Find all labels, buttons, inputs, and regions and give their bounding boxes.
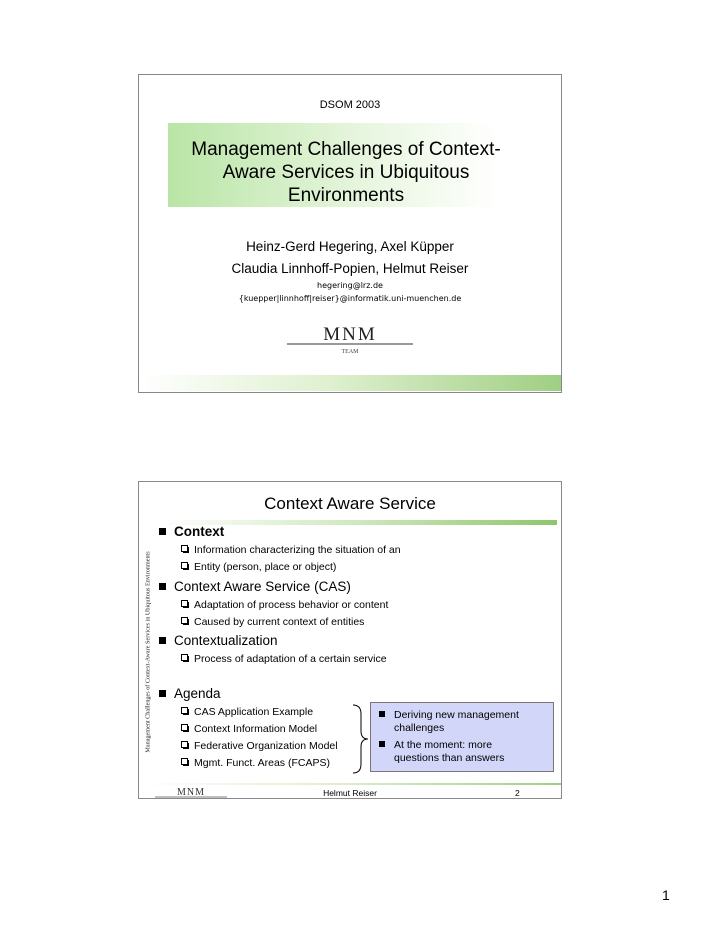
title-line: Environments — [287, 185, 405, 206]
shadow-square-bullet-icon — [181, 562, 188, 569]
sidebar-text: Management Challenges of Context-Aware Services in Ubiquitous Environments — [144, 551, 152, 753]
filled-square-bullet-icon — [159, 637, 166, 644]
filled-square-bullet-icon — [159, 528, 166, 535]
right-brace-icon — [351, 704, 371, 774]
filled-square-bullet-icon — [379, 711, 385, 717]
logo-graphic — [285, 320, 415, 356]
shadow-square-bullet-icon — [181, 707, 188, 714]
content-slide — [138, 481, 562, 799]
sub-bullet-item: Context Information Model — [181, 723, 317, 735]
filled-square-bullet-icon — [159, 690, 166, 697]
slide-title — [168, 138, 524, 207]
callout-item: At the moment: more questions than answers — [379, 739, 504, 765]
callout-box — [370, 702, 554, 772]
sub-bullet-item: Entity (person, place or object) — [181, 561, 336, 573]
shadow-square-bullet-icon — [181, 654, 188, 661]
shadow-square-bullet-icon — [181, 600, 188, 607]
shadow-square-bullet-icon — [181, 545, 188, 552]
email-line-1: hegering@lrz.de — [317, 281, 383, 290]
shadow-square-bullet-icon — [181, 724, 188, 731]
filled-square-bullet-icon — [159, 583, 166, 590]
mnm-team-logo — [139, 320, 561, 361]
shadow-square-bullet-icon — [181, 741, 188, 748]
bullet-item: Context Aware Service (CAS) — [159, 579, 351, 594]
sub-bullet-item: CAS Application Example — [181, 706, 313, 718]
slide-bottom-bar — [139, 375, 561, 391]
title-slide — [138, 74, 562, 393]
title-line: Aware Services in Ubiquitous — [222, 162, 470, 183]
footer-presenter: Helmut Reiser — [323, 788, 377, 798]
conference-label: DSOM 2003 — [319, 99, 381, 111]
bullet-item: Context — [159, 524, 224, 539]
page-number: 1 — [662, 887, 670, 903]
filled-square-bullet-icon — [379, 741, 385, 747]
logo-text: MNM — [323, 324, 377, 345]
email-line-2: {kuepper|linnhoff|reiser}@informatik.uni-muenchen.de — [238, 294, 462, 303]
sub-bullet-item: Caused by current context of entities — [181, 616, 364, 628]
shadow-square-bullet-icon — [181, 758, 188, 765]
title-line: Management Challenges of Context- — [191, 139, 501, 160]
logo-subtext: TEAM — [341, 349, 359, 355]
footer-slide-number: 2 — [515, 788, 520, 798]
shadow-square-bullet-icon — [181, 617, 188, 624]
sub-bullet-item: Adaptation of process behavior or content — [181, 599, 388, 611]
callout-item: Deriving new management challenges — [379, 709, 519, 735]
sub-bullet-item: Information characterizing the situation of an — [181, 544, 401, 556]
sub-bullet-item: Process of adaptation of a certain service — [181, 653, 387, 665]
bullet-item: Contextualization — [159, 633, 278, 648]
authors-line-2: Claudia Linnhoff-Popien, Helmut Reiser — [231, 261, 469, 276]
footer-rule — [139, 783, 561, 785]
slide-title: Context Aware Service — [264, 494, 436, 513]
sub-bullet-item: Mgmt. Funct. Areas (FCAPS) — [181, 757, 330, 769]
vertical-sidebar — [141, 530, 155, 774]
bullet-item: Agenda — [159, 686, 221, 701]
footer-logo-text: MNM — [176, 787, 206, 798]
authors-line-1: Heinz-Gerd Hegering, Axel Küpper — [246, 239, 454, 254]
sub-bullet-item: Federative Organization Model — [181, 740, 338, 752]
